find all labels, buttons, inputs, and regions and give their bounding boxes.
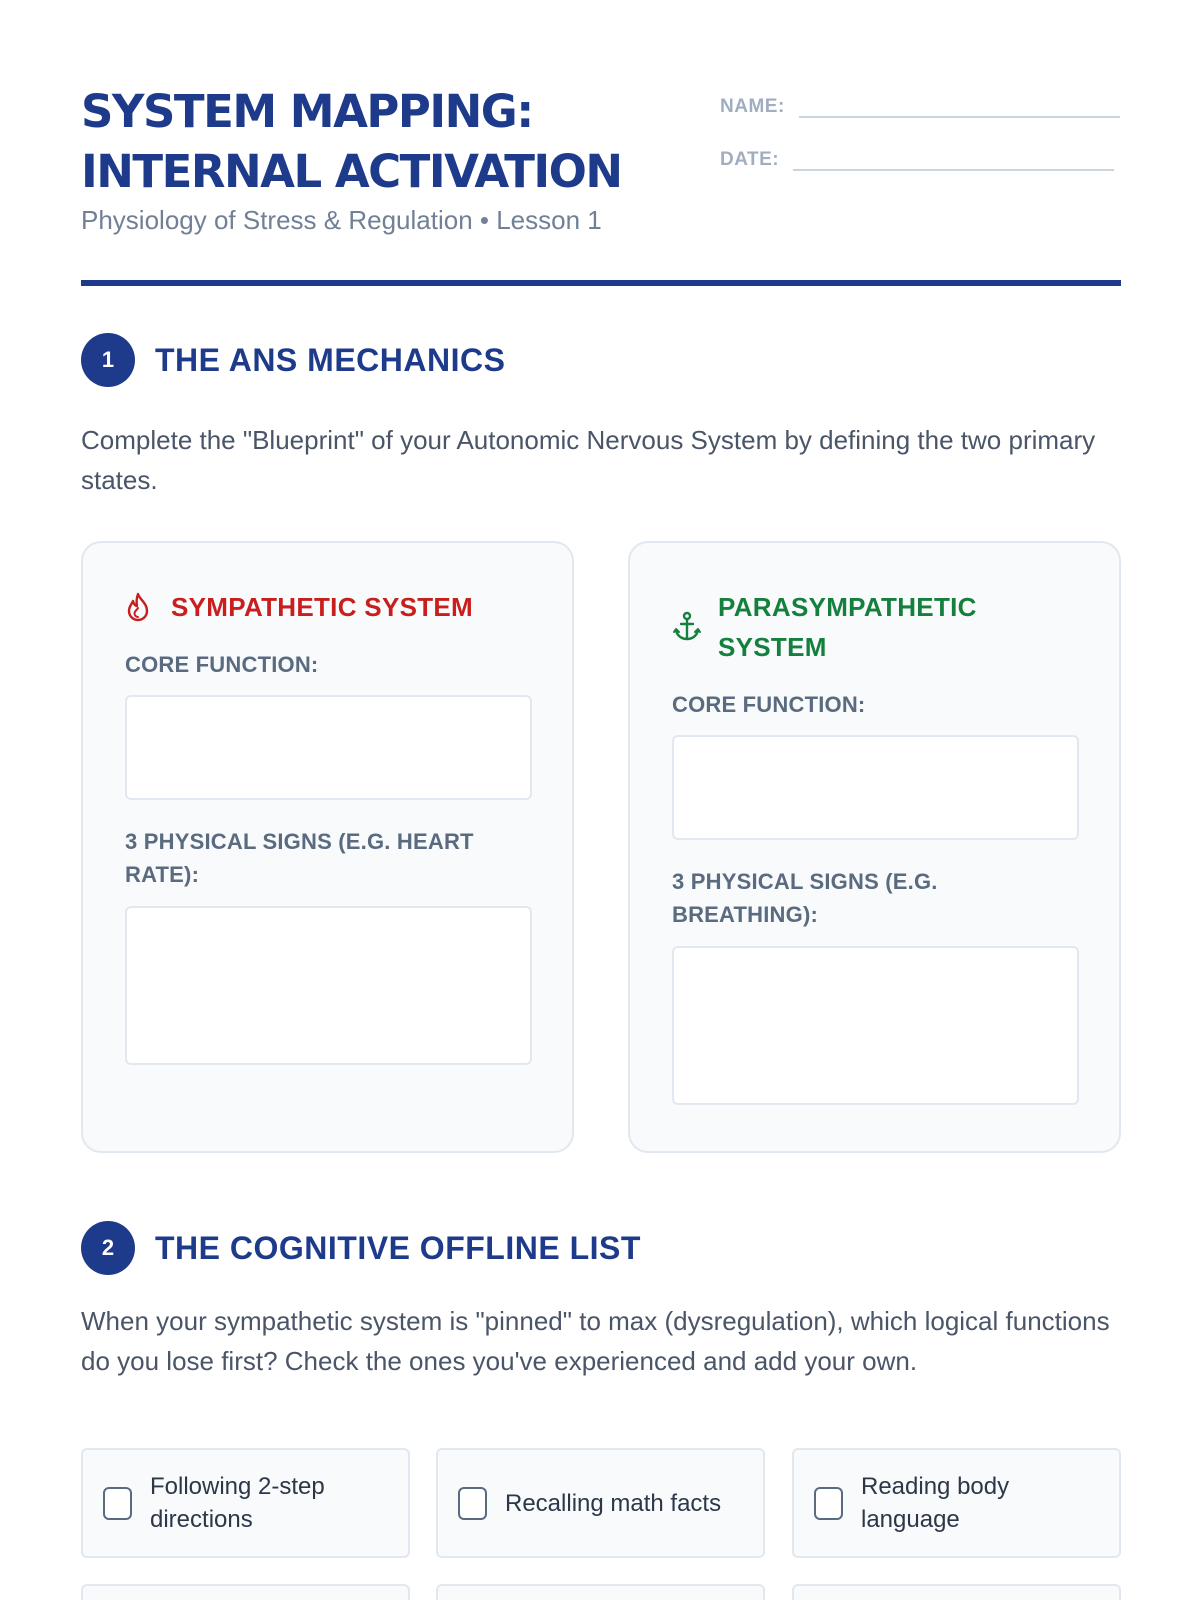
sympathetic-card-header: [125, 587, 525, 627]
parasympathetic-physical-signs-label: 3 PHYSICAL SIGNS (E.G. BREATHING):: [672, 869, 938, 927]
name-field-row: [720, 88, 1120, 118]
date-label: DATE:: [720, 149, 780, 170]
checklist-item-next-row[interactable]: [81, 1584, 410, 1600]
parasympathetic-card-header: [672, 587, 1072, 667]
sympathetic-core-function-label: CORE FUNCTION:: [125, 652, 319, 677]
worksheet-page: [81, 0, 1121, 1533]
date-field[interactable]: [793, 141, 1114, 171]
checkbox[interactable]: [103, 1487, 132, 1520]
checkbox[interactable]: [458, 1487, 487, 1520]
checklist-item[interactable]: [81, 1448, 410, 1558]
title-line-1: SYSTEM MAPPING:: [81, 85, 533, 138]
header-divider: [81, 280, 1121, 286]
checklist-item-label: Following 2-step directions: [150, 1473, 325, 1533]
checklist-item[interactable]: [436, 1448, 765, 1558]
page-title: [81, 82, 701, 202]
sympathetic-physical-signs-label: 3 PHYSICAL SIGNS (E.G. HEART RATE):: [125, 829, 474, 887]
checklist-item-label: Reading body language: [861, 1473, 1010, 1533]
parasympathetic-core-function-label: CORE FUNCTION:: [672, 692, 866, 717]
name-field[interactable]: [799, 88, 1120, 118]
checklist-item[interactable]: [792, 1448, 1121, 1558]
flame-icon: [125, 587, 155, 627]
checklist-item-next-row[interactable]: [792, 1584, 1121, 1600]
sympathetic-core-function-input[interactable]: [125, 695, 532, 800]
sympathetic-physical-signs-input[interactable]: [125, 906, 532, 1065]
section-1-title: THE ANS MECHANICS: [155, 341, 506, 378]
parasympathetic-core-function-input[interactable]: [672, 735, 1079, 840]
sympathetic-card-title: SYMPATHETIC SYSTEM: [171, 592, 474, 622]
title-line-2: INTERNAL ACTIVATION: [81, 145, 622, 198]
checklist-item-next-row[interactable]: [436, 1584, 765, 1600]
section-1-number-badge: 1: [81, 333, 135, 387]
section-2-description: When your sympathetic system is "pinned" to max (dysregulation), which logical functions do you lose first? Check the ones you've experienced and add your own.: [81, 1306, 1110, 1376]
checklist-item-label: Recalling math facts: [505, 1489, 722, 1517]
parasympathetic-card-title: PARASYMPATHETIC SYSTEM: [718, 592, 977, 662]
date-field-row: [720, 141, 1114, 171]
sympathetic-card: [81, 541, 574, 1153]
checkbox[interactable]: [814, 1487, 843, 1520]
section-2-number-badge: 2: [81, 1221, 135, 1275]
worksheet-header: [81, 0, 1121, 290]
parasympathetic-physical-signs-input[interactable]: [672, 946, 1079, 1105]
section-2-header: [81, 1221, 641, 1275]
section-2-title: THE COGNITIVE OFFLINE LIST: [155, 1229, 641, 1266]
section-1-description: Complete the "Blueprint" of your Autonomic Nervous System by defining the two primary states.: [81, 425, 1096, 495]
anchor-icon: [672, 587, 702, 667]
parasympathetic-card: [628, 541, 1121, 1153]
name-label: NAME:: [720, 96, 785, 117]
page-subtitle: Physiology of Stress & Regulation • Lesson 1: [81, 205, 602, 235]
section-1-header: [81, 333, 505, 387]
